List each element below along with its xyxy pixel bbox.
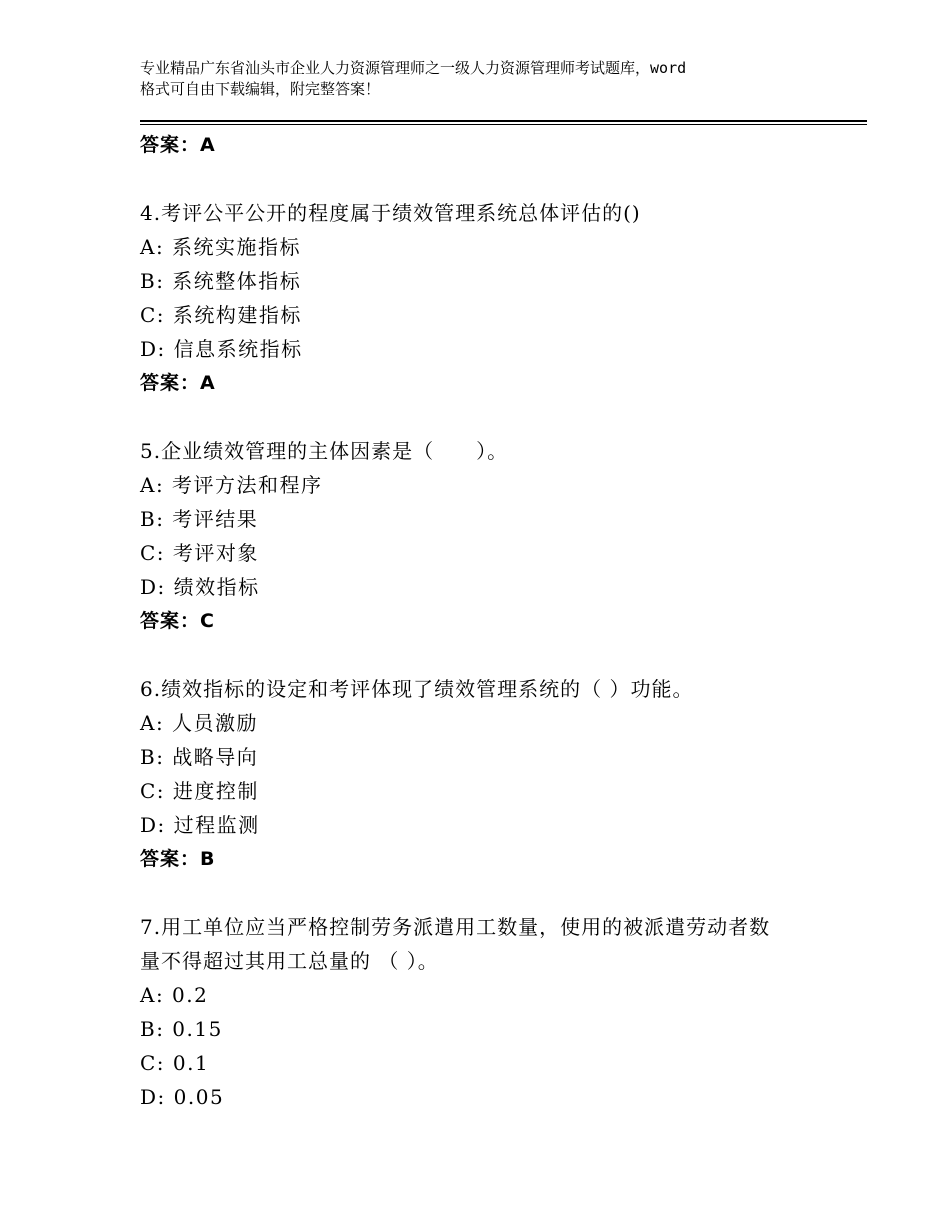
answer-label: 答案：A (140, 134, 216, 156)
question-6 (140, 672, 840, 876)
answer-label: 答案：A (140, 372, 216, 394)
question-list (140, 128, 840, 1114)
question-stem-line-1: 7.用工单位应当严格控制劳务派遣用工数量，使用的被派遣劳动者数 (140, 915, 771, 939)
question-stem-line-2: 量不得超过其用工总量的 （ ）。 (140, 949, 439, 973)
question-7 (140, 910, 840, 1114)
header-line-2: 格式可自由下载编辑，附完整答案！ (140, 80, 381, 98)
question-stem: 5.企业绩效管理的主体因素是（ ）。 (140, 439, 509, 463)
option-d: D: 信息系统指标 (140, 337, 303, 361)
question-4 (140, 196, 840, 400)
page-header (140, 58, 840, 100)
option-c: C: 0.1 (140, 1051, 210, 1075)
header-line-1: 专业精品广东省汕头市企业人力资源管理师之一级人力资源管理师考试题库，word (140, 59, 687, 77)
option-d: D: 0.05 (140, 1085, 225, 1109)
option-a: A: 考评方法和程序 (140, 473, 323, 497)
option-a: A: 0.2 (140, 983, 209, 1007)
option-d: D: 过程监测 (140, 813, 260, 837)
option-d: D: 绩效指标 (140, 575, 260, 599)
option-a: A: 系统实施指标 (140, 235, 302, 259)
option-c: C: 系统构建指标 (140, 303, 302, 327)
answer-label: 答案：C (140, 610, 215, 632)
option-a: A: 人员激励 (140, 711, 259, 735)
header-rule-thick (140, 120, 867, 122)
question-stem: 6.绩效指标的设定和考评体现了绩效管理系统的（ ）功能。 (140, 677, 694, 701)
option-c: C: 考评对象 (140, 541, 259, 565)
question-stem: 4.考评公平公开的程度属于绩效管理系统总体评估的() (140, 201, 641, 225)
header-rule-thin (140, 124, 867, 125)
option-b: B: 0.15 (140, 1017, 223, 1041)
answer-label: 答案：B (140, 848, 216, 870)
option-b: B: 考评结果 (140, 507, 259, 531)
question-5 (140, 434, 840, 638)
option-c: C: 进度控制 (140, 779, 259, 803)
option-b: B: 战略导向 (140, 745, 259, 769)
option-b: B: 系统整体指标 (140, 269, 302, 293)
